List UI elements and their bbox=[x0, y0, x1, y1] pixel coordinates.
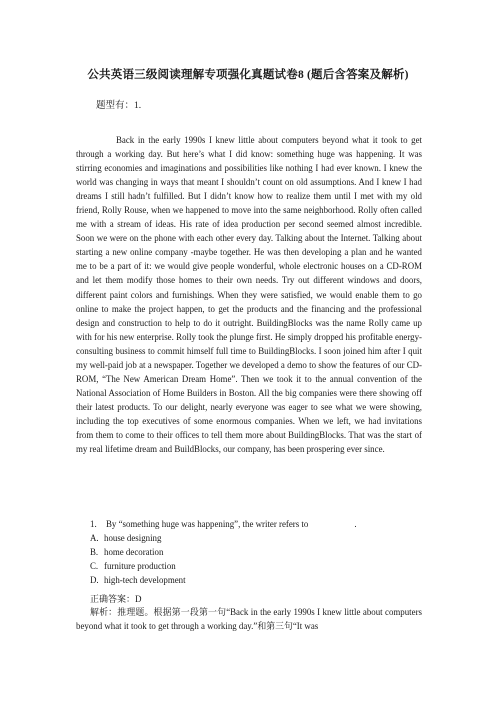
document-title: 公共英语三级阅读理解专项强化真题试卷8 (题后含答案及解析) bbox=[87, 69, 409, 81]
option-letter: B. bbox=[90, 547, 99, 557]
correct-answer: 正确答案：D bbox=[90, 594, 142, 604]
option-text: furniture production bbox=[104, 561, 176, 571]
question-text: By “something huge was happening”, the writer refers to bbox=[106, 519, 309, 529]
question-number: 1. bbox=[90, 519, 97, 529]
option-list bbox=[90, 531, 430, 587]
option-letter: C. bbox=[90, 561, 99, 571]
question-stem bbox=[90, 517, 430, 531]
option-text: high-tech development bbox=[104, 575, 186, 585]
option-text: home decoration bbox=[104, 547, 164, 557]
reading-passage: Back in the early 1990s I knew little about computers beyond what it took to get through a working day. But here’s what I did know: something huge was happening. It was stirring economies and imaginations and possibilities like nothing I had ever known. I knew the world was changing in ways that meant I shouldn’t count on old assumptions. And I knew I had dreams I still hadn’t fulfilled. But I didn’t know how to realize them until I met with my old friend, Rolly Rouse, when we happened to move into the same neighborhood. Rolly often called me with a stream of ideas. His rate of idea production per second seemed almost incredible. Soon we were on the phone with each other every day. Talking about the Internet. Talking about starting a new online company -maybe together. He was then developing a plan and he wanted me to be a part of it: we would give people wonderful, whole electronic houses on a CD-ROM and let them modify those homes to their own needs. Try out different windows and doors, different paint colors and furnishings. When they were satisfied, we would enable them to go online to make the project happen, to get the products and the financing and the professional design and construction to help to do it outright. BuildingBlocks was the name Rolly came up with for his new enterprise. Rolly took the plunge first. He simply dropped his profitable energy-consulting business to commit himself full time to BuildingBlocks. I soon joined him after I quit my well-paid job at a newspaper. Together we developed a demo to show the features of our CD-ROM, “The New American Dream Home”. Then we took it to the annual convention of the National Association of Home Builders in Boston. All the big companies were there showing off their latest products. To our delight, nearly everyone was eager to see what we were showing, including the top executives of some enormous companies. When we left, we had invitations from them to come to their offices to tell them more about BuildingBlocks. That was the start of my real lifetime dream and BuildBlocks, our company, has been prospering ever since. bbox=[76, 135, 422, 455]
question-type-label: 题型有：1. bbox=[96, 101, 142, 111]
answer-explanation: 解析：推理题。根据第一段第一句“Back in the early 1990s I knew little about computers beyond what it took to get through a working day.”和第三句“It was bbox=[76, 607, 422, 631]
option-text: house designing bbox=[104, 533, 162, 543]
option-a bbox=[90, 531, 430, 545]
option-letter: D. bbox=[90, 575, 99, 585]
option-b bbox=[90, 545, 430, 559]
option-c bbox=[90, 559, 430, 573]
option-letter: A. bbox=[90, 533, 99, 543]
option-d bbox=[90, 573, 430, 587]
question-block bbox=[90, 517, 430, 587]
question-end-mark: . bbox=[354, 519, 357, 529]
